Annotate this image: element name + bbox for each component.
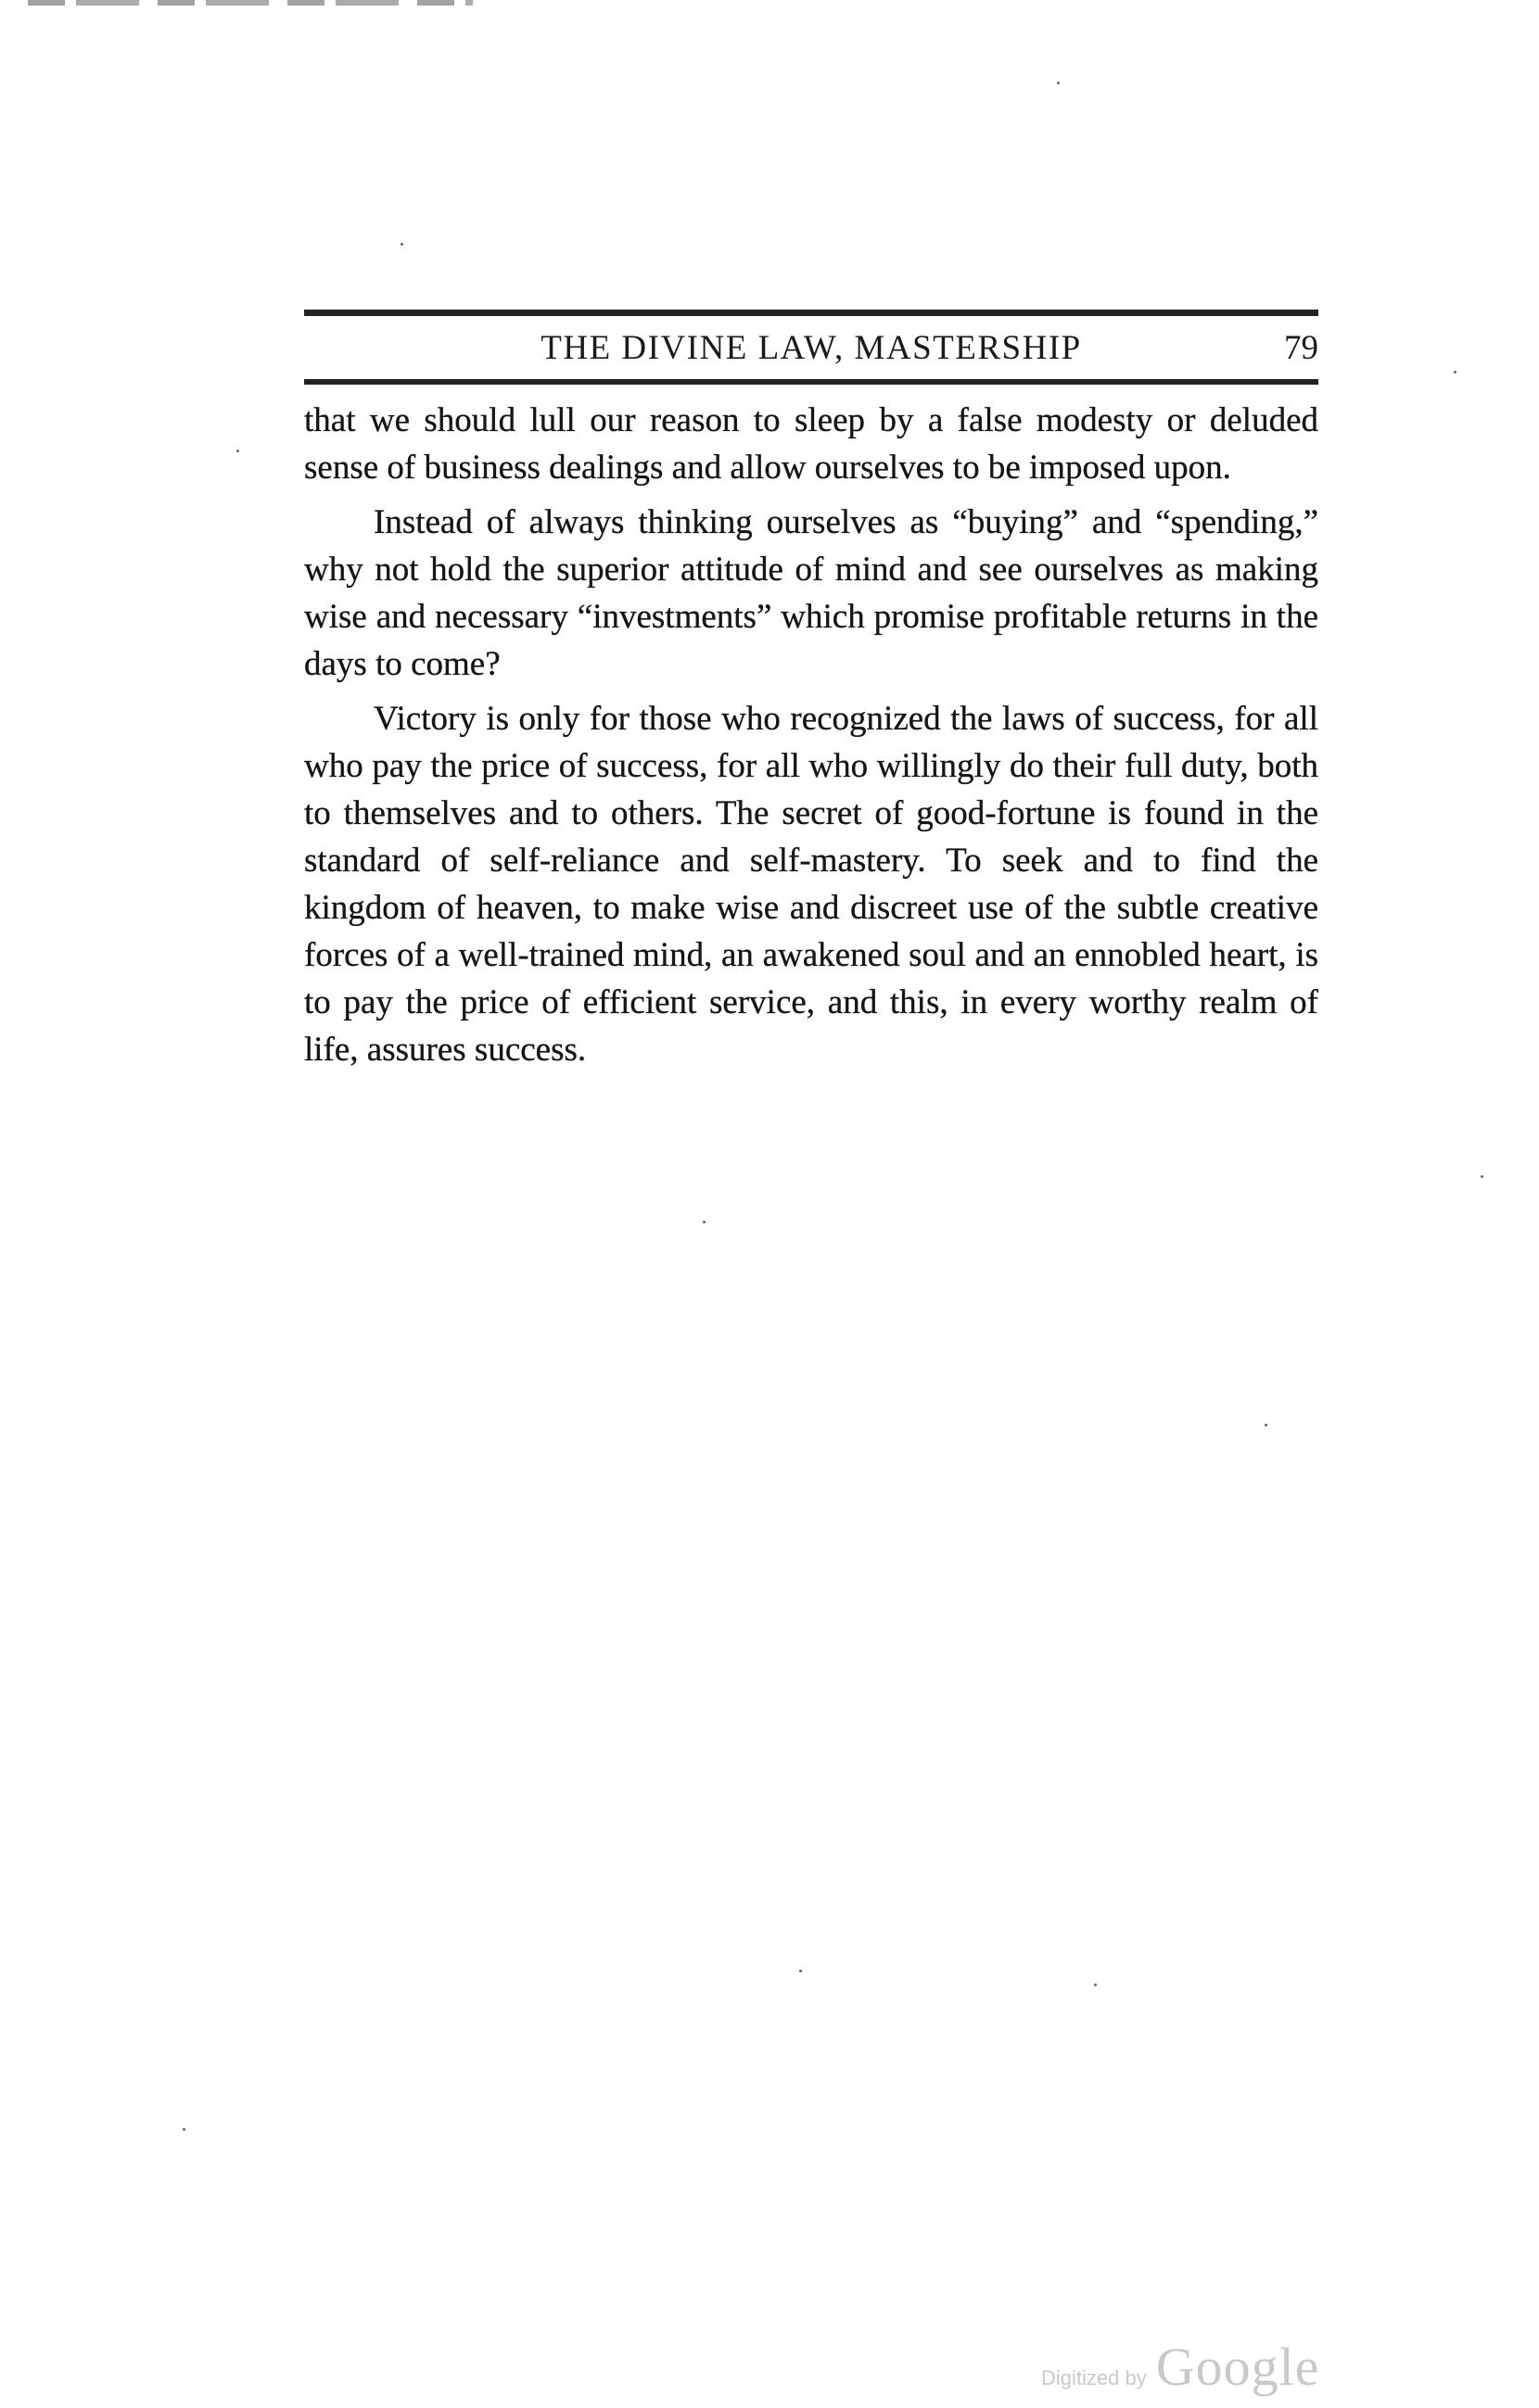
paragraph-continued: that we should lull our reason to sleep by a false modesty or deluded sense of business dealings and allow ourselves to be imposed upon. bbox=[304, 401, 1318, 487]
header-rule-bottom bbox=[304, 379, 1318, 385]
running-title: THE DIVINE LAW, MASTERSHIP bbox=[541, 329, 1082, 367]
watermark-prefix: Digitized by bbox=[1041, 2366, 1147, 2389]
paragraph: Instead of always thinking ourselves as “buying” and “spending,” why not hold the superior attitude of mind and see ourselves as making wise and necessary “investments” which promise profitable returns in the days to come? bbox=[304, 503, 1318, 683]
scan-speck bbox=[703, 1221, 706, 1223]
scan-speck bbox=[183, 2128, 185, 2131]
scan-speck bbox=[799, 1970, 802, 1972]
scan-speck bbox=[1481, 1175, 1483, 1178]
digitized-by-google-watermark bbox=[1041, 2336, 1356, 2401]
running-head bbox=[304, 324, 1318, 376]
paragraph: Victory is only for those who recognized the laws of success, for all who pay the price of success, for all who willingly do their full duty, both to themselves and to others. The secret of good-fortune is found in the standard of self-reliance and self-mastery. To seek and to find the kingdom of heaven, to make wise and discreet use of the subtle creative forces of a well-trained mind, an awakened soul and an ennobled heart, is to pay the price of efficient service, and this, in every worthy realm of life, assures success. bbox=[304, 700, 1318, 1069]
scan-speck bbox=[1454, 371, 1456, 374]
scan-speck bbox=[1057, 82, 1060, 84]
header-rule-top bbox=[304, 310, 1318, 316]
scan-speck bbox=[401, 243, 403, 246]
scan-edge-artifact bbox=[28, 0, 473, 6]
google-logo: Google bbox=[1155, 2337, 1320, 2397]
body-text bbox=[304, 397, 1318, 1073]
scan-speck bbox=[236, 450, 239, 452]
scan-speck bbox=[1094, 1983, 1097, 1986]
page-number: 79 bbox=[1284, 329, 1318, 367]
scan-speck bbox=[1265, 1424, 1267, 1426]
